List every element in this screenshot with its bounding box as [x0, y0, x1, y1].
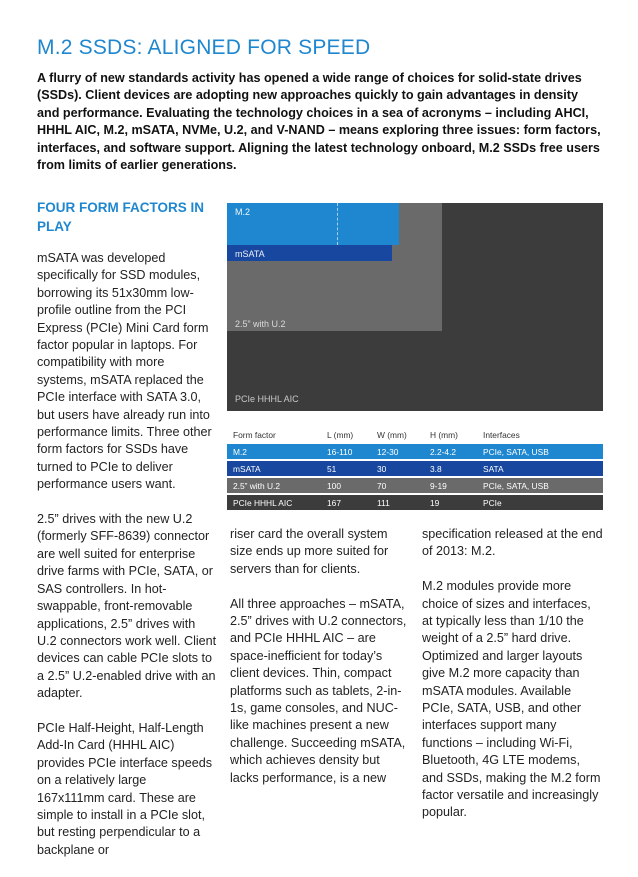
table-header-cell: W (mm) [371, 427, 424, 443]
body-column-1 [37, 250, 217, 877]
table-row [227, 477, 603, 494]
table-cell: 2.5” with U.2 [233, 480, 281, 491]
table-cell: 167 [327, 497, 341, 508]
table-row [227, 443, 603, 460]
paragraph-msata: mSATA was developed specifically for SSD modules, borrowing its 51x30mm low-profile outline from the PCI Express (PCIe) Mini Card form factor popular in laptops. For compatibility with more systems, mSATA replaced the PCIe interface with SATA 3.0, but users have already run into performance limits. Three other form factors for SSDs have turned to PCIe to deliver performance users want. [37, 251, 212, 492]
msata-label: mSATA [235, 249, 265, 259]
table-cell: PCIe HHHL AIC [233, 497, 293, 508]
m2-size-divider [337, 203, 338, 245]
table-header-cell: L (mm) [321, 427, 371, 443]
paragraph-hhhl-aic: PCIe Half-Height, Half-Length Add-In Card (HHHL AIC) provides PCIe interface speeds on a relatively large 167x111mm card. These are simple to install in a PCIe slot, but resting perpendicular to a backplane or [37, 720, 213, 857]
m2-label: M.2 [235, 207, 251, 217]
form-factor-size-diagram [227, 203, 603, 411]
table-header-cell: Interfaces [477, 427, 603, 443]
paragraph-riser-card: riser card the overall system size ends up more suited for servers than for clients. [230, 527, 389, 576]
paragraph-m2-benefits: M.2 modules provide more choice of sizes and interfaces, at typically less than 1/10 the weight of a 2.5” hard drive. Optimized and larger layouts give M.2 more capacity than mSATA modules. Available PCIe, SATA, USB, and other interfaces support many functions – including Wi-Fi, Bluetooth, 4G LTE modems, and SSDs, making the M.2 form factor versatile and increasingly popular. [422, 579, 601, 820]
table-row [227, 460, 603, 477]
pcie-hhhl-aic-label: PCIe HHHL AIC [235, 394, 299, 404]
paragraph-space-inefficient: All three approaches – mSATA, 2.5” drives with U.2 connectors, and PCIe HHHL AIC – are space-inefficient for today’s client devices. Thin, compact platforms such as tablets, 2-in-1s, game consoles, and NUC-like machines present a new challenge. Succeeding mSATA, which achieves density but lacks performance, is a new [230, 596, 407, 785]
table-cell: 30 [377, 463, 387, 474]
table-cell: 70 [377, 480, 387, 491]
table-cell: 19 [430, 497, 440, 508]
body-column-2 [230, 526, 408, 804]
table-cell: PCIe, SATA, USB [483, 480, 549, 491]
table-cell: mSATA [233, 463, 261, 474]
table-cell: 9-19 [430, 480, 447, 491]
paragraph-m2-spec: specification released at the end of 2013: M.2. [422, 527, 603, 559]
table-cell: 2.2-4.2 [430, 446, 457, 457]
page-title: M.2 SSDS: ALIGNED FOR SPEED [37, 36, 371, 59]
table-cell: 100 [327, 480, 341, 491]
table-row [227, 494, 603, 511]
u2-label: 2.5” with U.2 [235, 319, 286, 329]
body-column-3 [422, 526, 604, 839]
section-heading: FOUR FORM FACTORS IN PLAY [37, 200, 204, 234]
table-cell: SATA [483, 463, 504, 474]
table-header-row [227, 427, 603, 443]
m2-outline [227, 203, 399, 245]
table-cell: 51 [327, 463, 337, 474]
table-cell: 111 [377, 497, 390, 508]
table-cell: M.2 [233, 446, 247, 457]
table-cell: PCIe, SATA, USB [483, 446, 549, 457]
table-cell: 3.8 [430, 463, 442, 474]
table-cell: PCIe [483, 497, 502, 508]
table-cell: 12-30 [377, 446, 399, 457]
table-header-cell: Form factor [227, 427, 321, 443]
table-cell: 16-110 [327, 446, 353, 457]
paragraph-u2: 2.5” drives with the new U.2 (formerly SFF-8639) connector are well suited for enterprise drive farms with PCIe, SATA, or SAS controllers. In hot-swappable, front-removable applications, 2.5” drives with U.2 connectors work well. Client devices can cable PCIe slots to a 2.5” U.2-enabled drive with an adapter. [37, 512, 217, 701]
table-header-cell: H (mm) [424, 427, 477, 443]
form-factor-spec-table [227, 427, 603, 512]
intro-paragraph: A flurry of new standards activity has opened a wide range of choices for solid-state drives (SSDs). Client devices are adopting new approaches quickly to gain advantages in density and performance. Evaluating the technology choices in a sea of acronyms – including AHCI, HHHL AIC, M.2, mSATA, NVMe, U.2, and V-NAND – means exploring three issues: form factors, interfaces, and software support. Aligning the latest technology onboard, M.2 SSDs free users from limits of earlier generations. [37, 71, 601, 173]
